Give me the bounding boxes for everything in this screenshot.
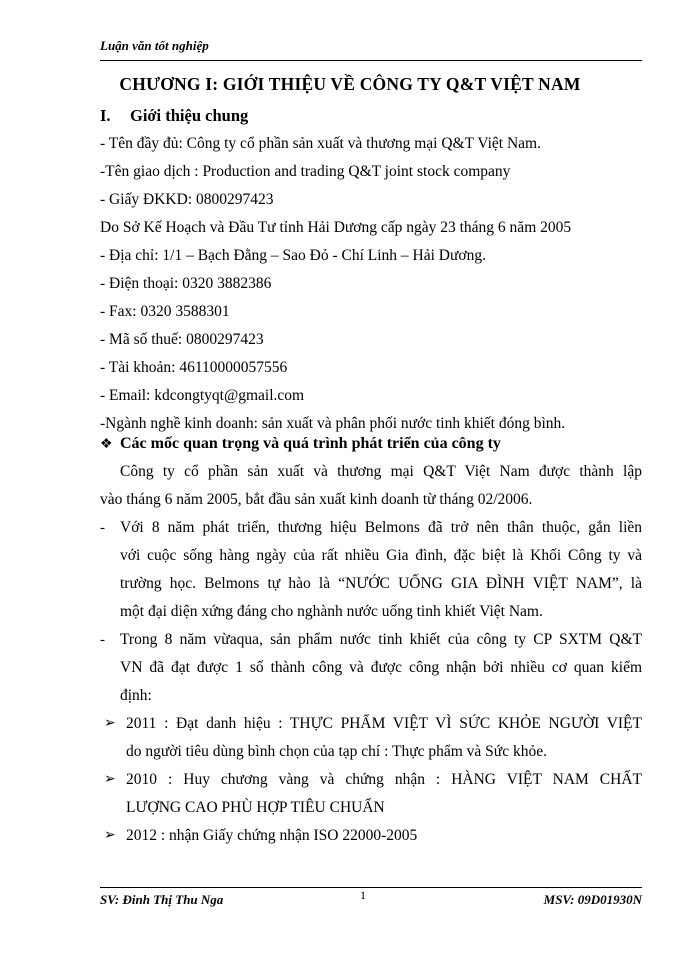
dash-item-1-line-2: với cuộc sống hàng ngày của rất nhiều Gia đình, đặc biệt là Khối Công ty và — [120, 547, 642, 564]
intro-line-1: Công ty cổ phần sản xuất và thương mại Q&T Việt Nam được thành lập — [120, 463, 642, 480]
award-2012-line-1: 2012 : nhận Giấy chứng nhận ISO 22000-2005 — [126, 827, 418, 844]
info-line-issuer: Do Sở Kế Hoạch và Đầu Tư tỉnh Hải Dương cấp ngày 23 tháng 6 năm 2005 — [100, 219, 572, 236]
info-line-email: - Email: kdcongtyqt@gmail.com — [100, 387, 305, 404]
page-number: 1 — [360, 888, 366, 902]
info-line-fullname: - Tên đầy đủ: Công ty cổ phần sản xuất và thương mại Q&T Việt Nam. — [100, 135, 541, 152]
chapter-title: CHƯƠNG I: GIỚI THIỆU VỀ CÔNG TY Q&T VIỆT NAM — [119, 74, 581, 94]
arrow-bullet-icon: ➢ — [104, 772, 116, 787]
info-line-address: - Địa chỉ: 1/1 – Bạch Đằng – Sao Đỏ - Chí Linh – Hải Dương. — [100, 247, 486, 264]
section-heading: Giới thiệu chung — [130, 106, 249, 125]
footer-student-id: MSV: 09D01930N — [543, 892, 642, 907]
info-line-tax-code: - Mã số thuế: 0800297423 — [100, 331, 264, 348]
award-2011-line-1: 2011 : Đạt danh hiệu : THỰC PHẨM VIỆT VÌ SỨC KHỎE NGƯỜI VIỆT — [126, 715, 642, 732]
dash-item-1-line-4: một đại diện xứng đáng cho nghành nước uống tinh khiết Việt Nam. — [120, 603, 543, 620]
info-line-license: - Giấy ĐKKD: 0800297423 — [100, 191, 274, 208]
header-rule — [100, 60, 642, 61]
award-2010-line-1: 2010 : Huy chương vàng và chứng nhận : HÀNG VIỆT NAM CHẤT — [126, 771, 642, 788]
dash-bullet: - — [100, 520, 105, 536]
dash-item-2-line-3: định: — [120, 687, 152, 704]
dash-bullet: - — [100, 632, 105, 648]
info-line-business: -Ngành nghề kinh doanh: sản xuất và phân phối nước tinh khiết đóng bình. — [100, 415, 566, 432]
arrow-bullet-icon: ➢ — [104, 716, 116, 731]
award-2011-line-2: do người tiêu dùng bình chọn của tạp chí : Thực phẩm và Sức khỏe. — [126, 743, 547, 760]
intro-line-2: vào tháng 6 năm 2005, bắt đầu sản xuất kinh doanh từ tháng 02/2006. — [100, 491, 533, 508]
footer-student-name: SV: Đinh Thị Thu Nga — [100, 892, 224, 907]
dash-item-1-line-3: trường học. Belmons tự hào là “NƯỚC UỐNG GIA ĐÌNH VIỆT NAM”, là — [120, 575, 642, 592]
dash-item-1-line-1: Với 8 năm phát triển, thương hiệu Belmons đã trở nên thân thuộc, gắn liền — [120, 519, 642, 536]
arrow-bullet-icon: ➢ — [104, 828, 116, 843]
dash-item-2-line-1: Trong 8 năm vừaqua, sản phẩm nước tinh khiết của công ty CP SXTM Q&T — [120, 631, 642, 648]
info-line-fax: - Fax: 0320 3588301 — [100, 303, 230, 320]
dash-item-2-line-2: VN đã đạt được 1 số thành công và được công nhận bởi nhiều cơ quan kiểm — [120, 659, 642, 676]
info-line-phone: - Điện thoại: 0320 3882386 — [100, 275, 272, 292]
section-number: I. — [100, 106, 111, 125]
running-header: Luận văn tốt nghiệp — [100, 38, 209, 53]
info-line-trade-name: -Tên giao dịch : Production and trading Q&T joint stock company — [100, 163, 511, 180]
info-line-account: - Tài khoản: 46110000057556 — [100, 359, 288, 376]
award-2010-line-2: LƯỢNG CAO PHÙ HỢP TIÊU CHUẨN — [126, 799, 385, 816]
milestones-heading: Các mốc quan trọng và quá trình phát triển của công ty — [120, 435, 501, 452]
footer-rule — [100, 887, 642, 888]
diamond-bullet-icon: ❖ — [100, 437, 113, 452]
